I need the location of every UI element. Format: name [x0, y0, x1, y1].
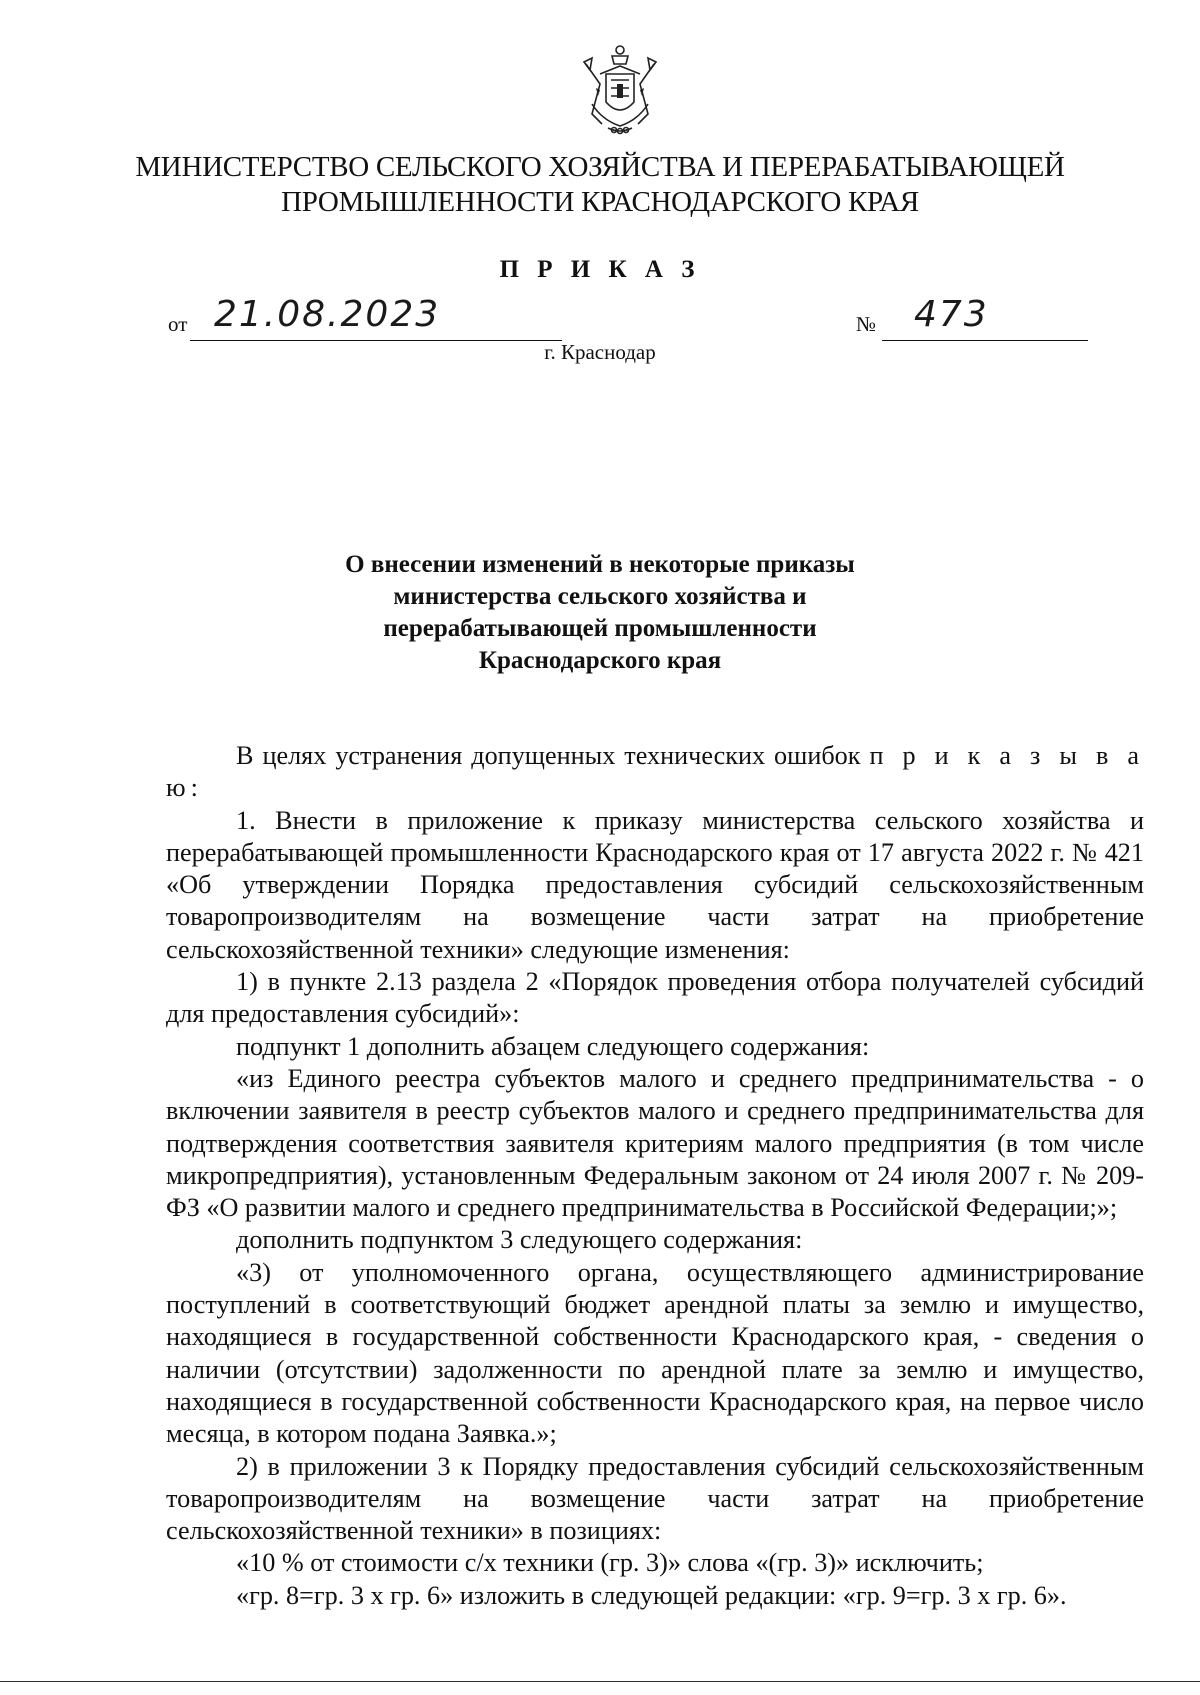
subject-line3: перерабатывающей промышленности: [383, 615, 817, 642]
issuing-city: г. Краснодар: [544, 340, 656, 364]
order-verb: п р и к а з ы в а ю:: [166, 741, 1144, 803]
handwritten-number: 473: [914, 294, 989, 335]
paragraph-quote-rent: «3) от уполномоченного органа, осуществляющего администрирование поступлений в соответствующий бюджет арендной платы за землю и имущество, находящиеся в государственной собственности Краснодарского края, - сведения о наличии (отсутствии) задолженности по арендной плате за землю и имущество, находящиеся в государственной собственности Краснодарского края, на первое число месяца, в котором подана Заявка.»;: [166, 1257, 1144, 1449]
order-date-field: [168, 294, 441, 344]
paragraph-subitem-2: 2) в приложении 3 к Порядку предоставления субсидий сельскохозяйственным товаропроизводителям на возмещение части затрат на приобретение сельскохозяйственной техники» в позициях:: [166, 1451, 1144, 1546]
subject-line2: министерства сельского хозяйства и: [393, 583, 807, 610]
preamble-paragraph: [166, 740, 1144, 805]
number-prefix: №: [856, 312, 877, 336]
paragraph-position-1: «10 % от стоимости с/х техники (гр. 3)» слова «(гр. 3)» исключить;: [236, 1548, 984, 1578]
subject-line4: Краснодарского края: [478, 647, 722, 674]
paragraph-position-2: «гр. 8=гр. 3 х гр. 6» изложить в следующей редакции: «гр. 9=гр. 3 х гр. 6».: [236, 1580, 1067, 1610]
coat-of-arms-emblem: [578, 44, 662, 136]
paragraph-item-1: 1. Внести в приложение к приказу министерства сельского хозяйства и перерабатывающей промышленности Краснодарского края от 17 августа 2022 г. № 421 «Об утверждении Порядка предоставления субсидий сельскохозяйственным товаропроизводителям на возмещение части затрат на приобретение сельскохозяйственной техники» следующие изменения:: [166, 805, 1144, 964]
page-bottom-edge: [0, 1681, 1200, 1682]
ministry-name: [100, 150, 1100, 220]
ministry-name-line1: МИНИСТЕРСТВО СЕЛЬСКОГО ХОЗЯЙСТВА И ПЕРЕРАБАТЫВАЮЩЕЙ: [135, 151, 1065, 183]
paragraph-subitem-1: 1) в пункте 2.13 раздела 2 «Порядок проведения отбора получателей субсидий для предоставления субсидий»:: [166, 967, 1144, 1029]
ministry-name-line2: ПРОМЫШЛЕННОСТИ КРАСНОДАРСКОГО КРАЯ: [281, 186, 919, 218]
paragraph-subpoint-3: дополнить подпунктом 3 следующего содержания:: [236, 1225, 803, 1255]
paragraph-subpoint-1: подпункт 1 дополнить абзацем следующего содержания:: [236, 1031, 870, 1061]
date-prefix: от: [168, 312, 188, 336]
subject-line1: О внесении изменений в некоторые приказы: [345, 551, 855, 578]
handwritten-date: 21.08.2023: [214, 294, 441, 335]
preamble-text: В целях устранения допущенных технических ошибок: [236, 741, 861, 770]
order-subject-heading: [0, 549, 1200, 677]
order-body: [166, 740, 1144, 1612]
paragraph-quote-registry: «из Единого реестра субъектов малого и среднего предпринимательства - о включении заявителя в реестр субъектов малого и среднего предпринимательства для подтверждения соответствия заявителя критериям малого предприятия (в том числе микропредприятия), установленным Федеральным законом от 24 июля 2007 г. № 209-ФЗ «О развитии малого и среднего предпринимательства в Российской Федерации;»;: [166, 1063, 1144, 1223]
order-number-field: [856, 294, 1088, 344]
document-type-title: П Р И К А З: [499, 256, 701, 283]
